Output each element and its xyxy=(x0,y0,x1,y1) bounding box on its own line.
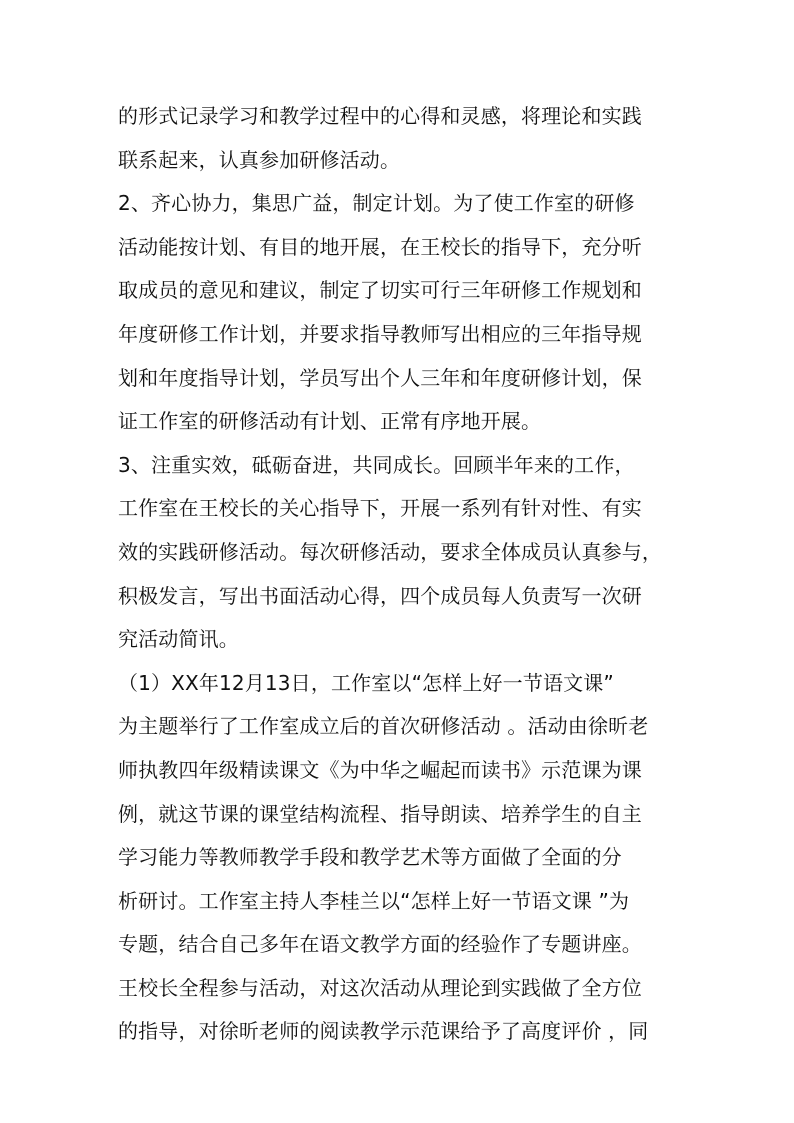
body-text xyxy=(118,95,698,1054)
text-line: 的指导，对徐昕老师的阅读教学示范课给予了高度评价 ，同 xyxy=(118,1019,649,1044)
text-line: 专题，结合自己多年在语文教学方面的经验作了专题讲座。 xyxy=(118,932,642,957)
text-line: 师执教四年级精读课文《为中华之崛起而读书》示范课为课 xyxy=(118,757,642,782)
text-line: 王校长全程参与活动，对这次活动从理论到实践做了全方位 xyxy=(118,975,642,1000)
text-line: 工作室在王校长的关心指导下，开展一系列有针对性、有实 xyxy=(118,496,642,521)
text-line: 析研讨。工作室主持人李桂兰以“怎样上好一节语文课 ”为 xyxy=(118,888,630,913)
text-line: 学习能力等教师教学手段和教学艺术等方面做了全面的分 xyxy=(118,845,622,870)
text-line: 活动能按计划、有目的地开展，在王校长的指导下，充分听 xyxy=(118,234,642,259)
text-line: 究活动简讯。 xyxy=(118,627,239,652)
text-line: 2、齐心协力，集思广益，制定计划。为了使工作室的研修 xyxy=(118,191,635,216)
text-line: 证工作室的研修活动有计划、正常有序地开展。 xyxy=(118,409,542,434)
text-line: 积极发言，写出书面活动心得，四个成员每人负责写一次研 xyxy=(118,583,642,608)
text-line: 划和年度指导计划，学员写出个人三年和年度研修计划，保 xyxy=(118,365,642,390)
text-line: 取成员的意见和建议，制定了切实可行三年研修工作规划和 xyxy=(118,278,642,303)
text-line: 为主题举行了工作室成立后的首次研修活动 。活动由徐昕老 xyxy=(118,714,649,739)
text-line: 的形式记录学习和教学过程中的心得和灵感，将理论和实践 xyxy=(118,104,642,128)
text-line: 3、注重实效，砥砺奋进，共同成长。回顾半年来的工作， xyxy=(118,452,635,477)
text-line: 年度研修工作计划，并要求指导教师写出相应的三年指导规 xyxy=(118,321,642,346)
text-line: 效的实践研修活动。每次研修活动，要求全体成员认真参与， xyxy=(118,539,663,564)
text-line: （1）XX年12月13日，工作室以“怎样上好一节语文课” xyxy=(118,670,614,695)
text-line: 联系起来，认真参加研修活动。 xyxy=(118,147,401,172)
text-line: 例，就这节课的课堂结构流程、指导朗读、培养学生的自主 xyxy=(118,801,642,826)
